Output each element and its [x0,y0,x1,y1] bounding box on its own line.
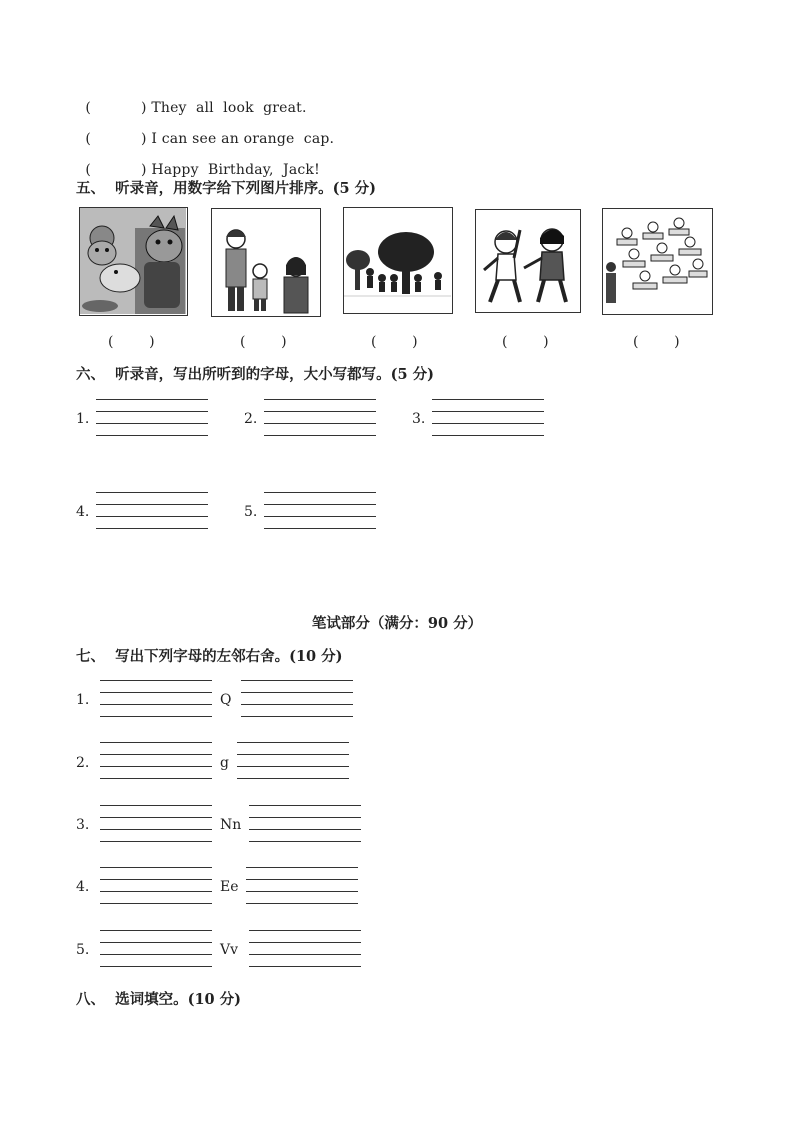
sentence-text: They all look great. [151,100,307,116]
answer-line-2 [76,115,334,147]
classroom-picture [602,208,713,315]
writing-lines-left[interactable] [100,680,212,717]
writing-lines[interactable] [96,399,208,436]
section8-heading: 八、 选词填空。(10 分) [76,991,242,1008]
family-picture [211,208,321,317]
writing-lines-left[interactable] [100,930,212,967]
item-number: 1. [76,692,90,708]
item-number: 2. [244,411,258,427]
item-number: 3. [76,817,90,833]
cartoon-mouse-and-cat-picture [79,207,188,316]
writing-lines[interactable] [264,399,376,436]
picture-answer-4[interactable]: ( ) [502,334,549,350]
given-letter: Nn [220,817,242,833]
close-paren: ) [140,100,147,116]
given-letter: g [220,755,229,771]
picture-answer-3[interactable]: ( ) [371,334,418,350]
close-paren: ) [140,162,147,178]
open-paren: ( [85,162,91,178]
park-trees-picture [343,207,453,314]
writing-lines-right[interactable] [241,680,353,717]
picture-answer-2[interactable]: ( ) [240,334,287,350]
section7-heading: 七、 写出下列字母的左邻右舍。(10 分) [76,648,343,665]
writing-lines-right[interactable] [249,805,361,842]
writing-lines-right[interactable] [246,867,358,904]
two-boys-picture [475,209,581,313]
item-number: 4. [76,879,90,895]
writing-lines-right[interactable] [237,742,349,779]
open-paren: ( [85,100,91,116]
given-letter: Vv [220,942,239,958]
writing-lines[interactable] [432,399,544,436]
given-letter: Q [220,692,232,708]
written-part-title: 笔试部分（满分：90 分） [311,615,483,632]
writing-lines[interactable] [96,492,208,529]
close-paren: ) [140,131,147,147]
item-number: 5. [244,504,258,520]
picture-answer-5[interactable]: ( ) [633,334,680,350]
item-number: 5. [76,942,90,958]
answer-line-3 [76,146,320,178]
writing-lines-left[interactable] [100,805,212,842]
writing-lines-right[interactable] [249,930,361,967]
section5-heading: 五、 听录音，用数字给下列图片排序。(5 分) [76,180,376,197]
sentence-text: I can see an orange cap. [151,131,335,147]
writing-lines-left[interactable] [100,867,212,904]
picture-answer-1[interactable]: ( ) [108,334,155,350]
given-letter: Ee [220,879,239,895]
item-number: 3. [412,411,426,427]
item-number: 2. [76,755,90,771]
open-paren: ( [85,131,91,147]
writing-lines[interactable] [264,492,376,529]
item-number: 1. [76,411,90,427]
answer-line-1 [76,84,307,116]
sentence-text: Happy Birthday, Jack! [151,162,320,178]
writing-lines-left[interactable] [100,742,212,779]
section6-heading: 六、 听录音，写出所听到的字母，大小写都写。(5 分) [76,366,434,383]
item-number: 4. [76,504,90,520]
